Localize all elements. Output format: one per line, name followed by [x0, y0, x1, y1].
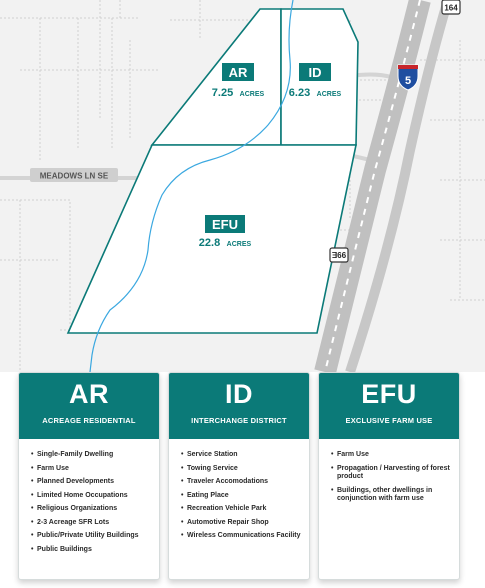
zone-code: ID — [225, 379, 253, 409]
zone-uses-list — [19, 439, 159, 554]
zone-use-item: • Limited Home Occupations — [31, 492, 151, 501]
zone-use-item: • Planned Developments — [31, 478, 151, 487]
road-label-meadows — [30, 168, 118, 182]
zone-use-item: • 2-3 Acreage SFR Lots — [31, 519, 151, 528]
parcel-ar-code: AR — [228, 65, 248, 80]
zone-use-item: • Traveler Accomodations — [181, 478, 301, 487]
zone-use-item: • Towing Service — [181, 465, 301, 474]
zone-use-item: • Wireless Communications Facility — [181, 532, 301, 541]
zoning-cards — [0, 372, 485, 588]
zone-use-item: • Farm Use — [31, 465, 151, 474]
zone-card-header — [319, 373, 459, 439]
parcel-efu-code: EFU — [212, 217, 238, 232]
zone-title: EXCLUSIVE FARM USE — [345, 416, 433, 425]
zone-use-item: • Farm Use — [331, 451, 451, 460]
zone-title: ACREAGE RESIDENTIAL — [42, 416, 136, 425]
parcel-ar-acres: 7.25 — [211, 87, 234, 99]
parcel-efu-acres: 22.8 — [198, 237, 221, 249]
zone-card-ar — [18, 372, 160, 580]
zone-use-item: • Public Buildings — [31, 546, 151, 555]
zone-card-efu — [318, 372, 460, 580]
parcel-id-unit: ACRES — [316, 91, 342, 98]
shield-164-text: 164 — [444, 3, 458, 13]
state-route-shield-99e — [330, 248, 348, 262]
parcel-ar-unit: ACRES — [239, 91, 265, 98]
shield-99e-text: 99E — [331, 250, 347, 259]
zone-code: EFU — [361, 379, 417, 409]
zone-use-item: • Religious Organizations — [31, 505, 151, 514]
zone-use-item: • Recreation Vehicle Park — [181, 505, 301, 514]
zone-use-item: • Propagation / Harvesting of forest product — [331, 465, 451, 482]
parcel-efu-unit: ACRES — [226, 241, 252, 248]
zone-title: INTERCHANGE DISTRICT — [191, 416, 287, 425]
zone-uses-list — [319, 439, 459, 504]
zone-use-item: • Service Station — [181, 451, 301, 460]
zone-use-item: • Public/Private Utility Buildings — [31, 532, 151, 541]
zone-code: AR — [69, 379, 109, 409]
zone-card-header — [19, 373, 159, 439]
state-route-shield-164 — [442, 0, 460, 14]
zone-use-item: • Buildings, other dwellings in conjunction with farm use — [331, 487, 451, 504]
parcel-id-acres: 6.23 — [288, 87, 311, 99]
parcel-id-code: ID — [308, 65, 322, 80]
shield-5-text: 5 — [404, 75, 412, 87]
zone-card-header — [169, 373, 309, 439]
zone-uses-list — [169, 439, 309, 541]
zone-use-item: • Eating Place — [181, 492, 301, 501]
zone-use-item: • Automotive Repair Shop — [181, 519, 301, 528]
zone-use-item: • Single-Family Dwelling — [31, 451, 151, 460]
road-label-text: MEADOWS LN SE — [39, 171, 109, 181]
zone-card-id — [168, 372, 310, 580]
